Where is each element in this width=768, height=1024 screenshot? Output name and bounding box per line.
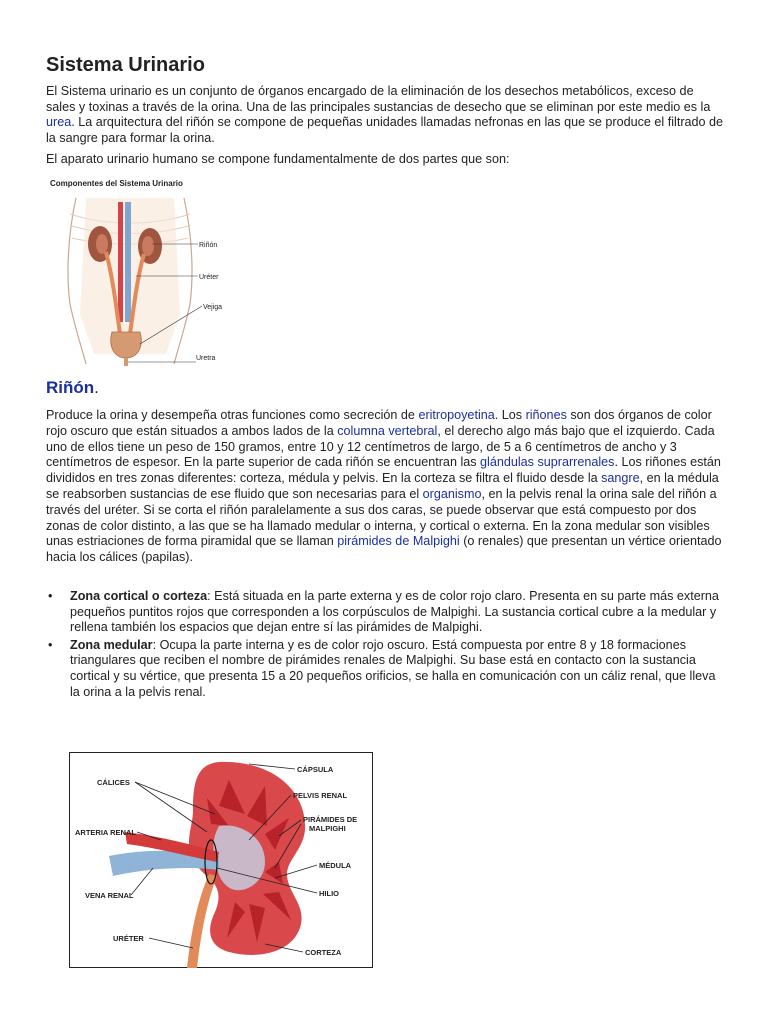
link-rinones[interactable]: riñones [525,408,567,422]
label-piramides-1: PIRÁMIDES DE [303,815,358,824]
link-urea[interactable]: urea [46,115,72,130]
list-item [46,589,726,636]
rinon-text: , en la médula se reabsorben sustancias de ese fluido que son necesarias para el [46,471,719,501]
label-uretra: Uretra [196,355,216,362]
label-ureter-2: URÉTER [113,934,144,943]
intro-text-2: . La arquitectura del riñón se compone de pequeñas unidades llamadas nefronas en las que se produce el filtrado de la sangre para formar la orina. [46,115,724,145]
link-organismo[interactable]: organismo [422,486,482,501]
figure1-title: Componentes del Sistema Urinario [50,179,183,188]
bullet-icon: • [48,637,53,652]
rinon-text: , en la pelvis renal la orina sale del riñón a través del uréter. Si se corta el riñón paralelamente a sus dos caras, se puede observar que está compuesto por dos zonas de color distinto, a las que se ha llamado medular o interna, y cortical o externa. En la zona medular son visibles unas estriaciones de forma piramidal que se llaman [46,486,717,549]
label-arteria-renal: ARTERIA RENAL [75,828,136,837]
label-rinon: Riñón [199,242,218,249]
intro-text-1: El Sistema urinario es un conjunto de órganos encargado de la eliminación de los desechos metabólicos, exceso de sales y toxinas a través de la orina. Una de las principales sustancias de desecho que se eliminan por este medio es la [46,84,711,114]
list-item [46,638,726,700]
vena-cava-shape [125,202,131,322]
bullet-icon: • [48,589,53,603]
label-vena-renal: VENA RENAL [85,891,134,900]
page-title: Sistema Urinario [46,54,205,76]
zone-term: Zona medular [70,637,153,652]
rinon-text: Produce la orina y desempeña otras funciones como secreción de [46,408,419,422]
rinon-text: (o renales) que presentan un vértice orientado hacia los cálices (papilas). [46,534,722,565]
label-capsula: CÁPSULA [297,765,334,774]
label-medula: MÉDULA [319,861,352,870]
link-columna-vertebral[interactable]: columna vertebral [337,423,438,438]
zone-text: : Está situada en la parte externa y es de color rojo claro. Presenta en su parte más externa pequeños puntitos rojos que corresponden a los corpúsculos de Malpighi. La sustancia cortical cubre a la medular y rellena también los espacios que dejan entre sí las pirámides de Malpighi. [70,589,719,635]
label-ureter: Uréter [199,274,219,281]
urinary-system-figure [46,174,232,368]
link-glandulas-suprarrenales[interactable]: glándulas suprarrenales [480,455,615,470]
section-heading-text: Riñón [46,378,95,397]
rinon-text: . Los riñones están divididos en tres zonas diferentes: corteza, médula y pelvis. En la corteza se filtra el fluido desde la [46,455,721,486]
link-eritropoyetina[interactable]: eritropoyetina [418,408,495,422]
rinon-text: . Los [494,408,526,422]
aorta-shape [118,202,123,322]
intro-paragraph-2: El aparato urinario humano se compone fundamentalmente de dos partes que son: [46,152,510,166]
section-heading-dot: . [94,378,99,397]
label-calices: CÁLICES [97,778,130,787]
rinon-paragraph [46,408,724,566]
link-sangre[interactable]: sangre [601,471,640,486]
label-pelvis-renal: PELVIS RENAL [293,791,348,800]
zone-term: Zona cortical o corteza [70,589,208,603]
label-hilio: HILIO [319,889,339,898]
bladder-shape [111,332,141,358]
kidney-section-figure [69,752,373,968]
zones-list [46,589,726,702]
link-piramides-malpighi[interactable]: pirámides de Malpighi [337,534,460,549]
label-piramides-2: MALPIGHI [309,824,346,833]
rinon-text: , el derecho algo más bajo que el izquierdo. Cada uno de ellos tiene un peso de 150 gramos, entre 10 y 12 centímetros de largo, de 5 a 6 centímetros de ancho y 3 centímetros de espesor. En la parte superior de cada riñón se encuentran las [46,423,715,470]
label-corteza: CORTEZA [305,948,342,957]
rinon-text: son dos órganos de color rojo oscuro que están situados a ambos lados de la [46,408,712,438]
zone-text: : Ocupa la parte interna y es de color rojo oscuro. Está compuesta por entre 8 y 18 formaciones triangulares que reciben el nombre de pirámides renales de Malpighi. Su base está en contacto con la sustancia cortical y su vértice, que presenta 15 a 20 pequeños orificios, se halla en comunicación con un cáliz renal, que lleva la orina a la pelvis renal. [70,637,716,699]
label-vejiga: Vejiga [203,304,223,311]
intro-paragraph [46,84,724,146]
section-heading [46,378,99,398]
